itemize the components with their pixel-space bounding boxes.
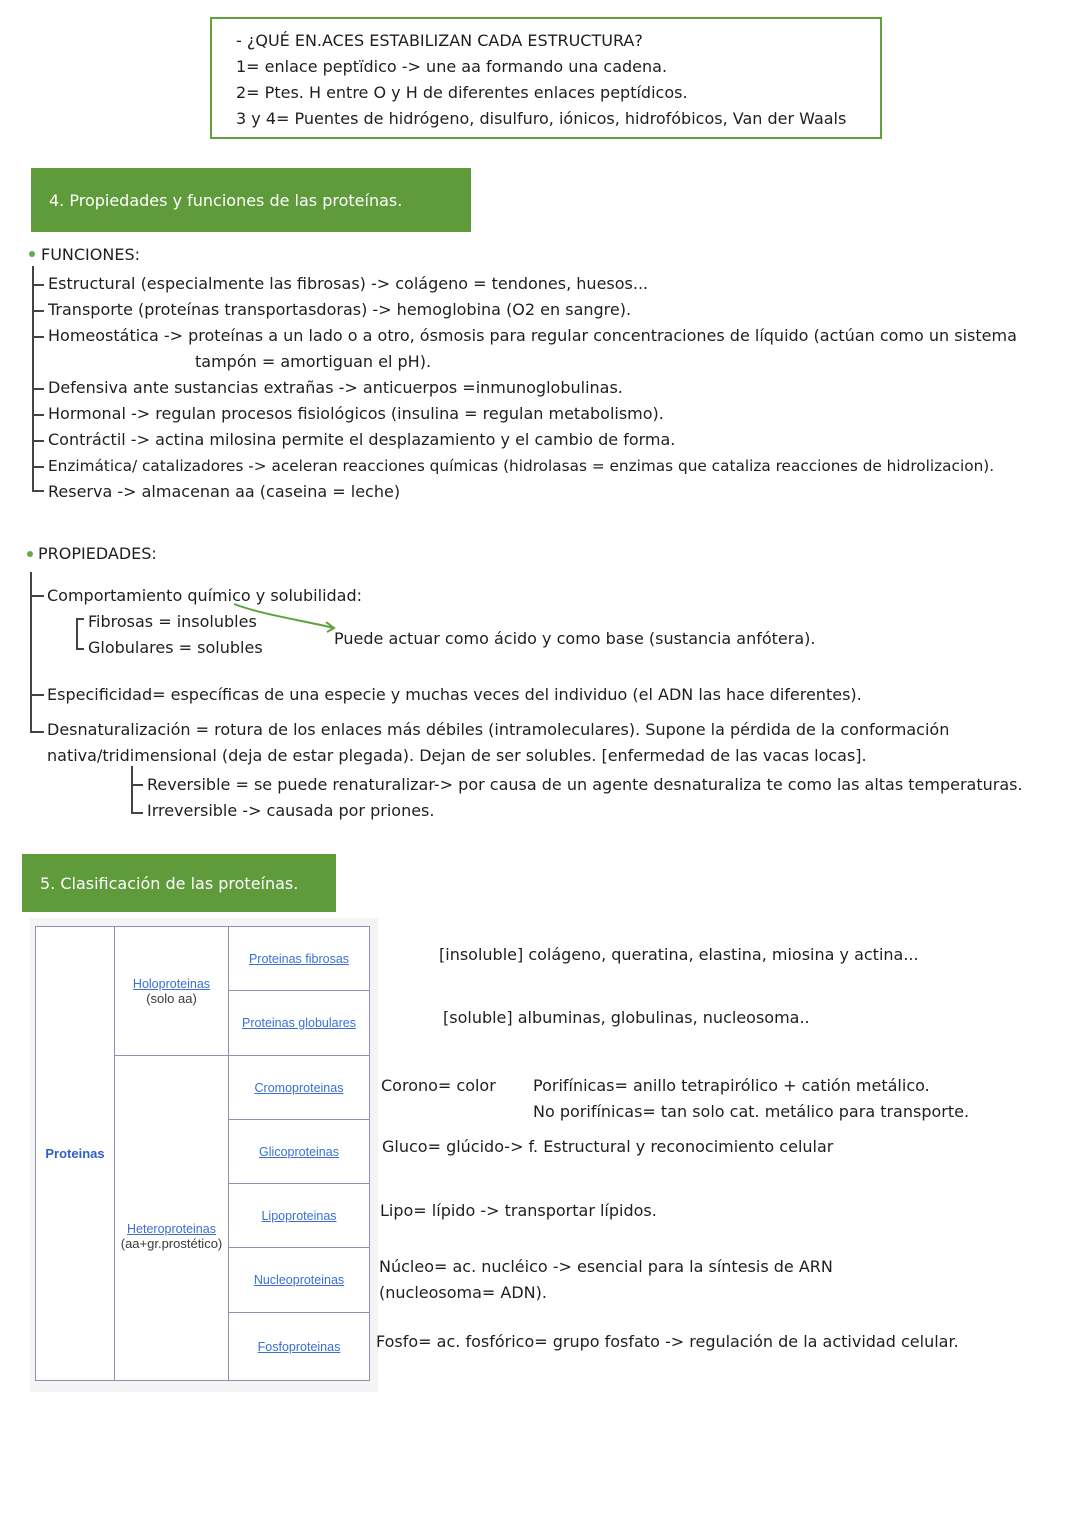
question-title: - ¿QUÉ EN.ACES ESTABILIZAN CADA ESTRUCTURA? <box>236 31 643 50</box>
fibrosas-cell <box>228 926 370 991</box>
tree-tick <box>30 595 44 597</box>
holoproteinas-cell <box>114 926 229 1056</box>
funcion-homeostatica: Homeostática -> proteínas a un lado o a otro, ósmosis para regular concentraciones de líquido (actúan como un sistema <box>48 326 1017 345</box>
cromoproteinas-link[interactable]: Cromoproteinas <box>254 1080 344 1095</box>
desc-fosfo: Fosfo= ac. fosfórico= grupo fosfato -> regulación de la actividad celular. <box>376 1332 959 1351</box>
tree-tick <box>131 784 143 786</box>
tree-tick <box>76 618 84 620</box>
funciones-heading: FUNCIONES: <box>41 245 140 264</box>
desnaturalizacion-2: nativa/tridimensional (deja de estar plegada). Dejan de ser solubles. [enfermedad de las vacas locas]. <box>47 746 867 765</box>
heteroproteinas-link[interactable]: Heteroproteinas <box>127 1221 216 1236</box>
section-5-header <box>22 854 336 912</box>
tree-tick <box>32 284 44 286</box>
table-root-label: Proteinas <box>45 1146 105 1161</box>
funcion-contractil: Contráctil -> actina milosina permite el desplazamiento y el cambio de forma. <box>48 430 676 449</box>
funcion-homeostatica-cont: tampón = amortiguan el pH). <box>195 352 432 371</box>
funcion-transporte: Transporte (proteínas transportasdoras) -> hemoglobina (O2 en sangre). <box>48 300 632 319</box>
glicoproteinas-link[interactable]: Glicoproteinas <box>259 1144 339 1159</box>
globulares-cell <box>228 990 370 1056</box>
table-root-cell <box>35 926 115 1381</box>
funcion-hormonal: Hormonal -> regulan procesos fisiológicos (insulina = regulan metabolismo). <box>48 404 664 423</box>
desc-lipo: Lipo= lípido -> transportar lípidos. <box>380 1201 657 1220</box>
tree-tick <box>32 466 44 468</box>
tree-tick <box>32 336 44 338</box>
desnaturalizacion-1: Desnaturalización = rotura de los enlaces más débiles (intramoleculares). Supone la pérdida de la conformación <box>47 720 950 739</box>
fibrosas-insolubles: Fibrosas = insolubles <box>88 612 257 631</box>
desc-fibrosas: [insoluble] colágeno, queratina, elastina, miosina y actina... <box>439 945 919 964</box>
glicoproteinas-cell <box>228 1119 370 1184</box>
tree-tick <box>76 648 84 650</box>
section-4-title: 4. Propiedades y funciones de las proteínas. <box>49 190 403 210</box>
desnat-tree-line <box>131 766 133 814</box>
holoproteinas-link[interactable]: Holoproteinas <box>132 976 211 991</box>
funcion-estructural: Estructural (especialmente las fibrosas) -> colágeno = tendones, huesos... <box>48 274 649 293</box>
anfotera-note: Puede actuar como ácido y como base (sustancia anfótera). <box>334 629 816 648</box>
section-5-title: 5. Clasificación de las proteínas. <box>40 873 299 893</box>
tree-tick <box>32 490 44 492</box>
fibrosas-link[interactable]: Proteinas fibrosas <box>248 951 350 966</box>
especificidad: Especificidad= específicas de una especie y muchas veces del individuo (el ADN las hace diferentes). <box>47 685 862 704</box>
tree-tick <box>32 414 44 416</box>
reversible: Reversible = se puede renaturalizar-> por causa de un agente desnaturaliza te como las altas temperaturas. <box>147 775 1023 794</box>
fosfoproteinas-cell <box>228 1312 370 1381</box>
tree-tick <box>30 694 44 696</box>
heteroproteinas-cell <box>114 1055 229 1381</box>
section-4-header <box>31 168 471 232</box>
cromoproteinas-cell <box>228 1055 370 1120</box>
funcion-defensiva: Defensiva ante sustancias extrañas -> anticuerpos =inmunoglobulinas. <box>48 378 623 397</box>
tree-tick <box>30 731 44 733</box>
desc-nucleo-a: Núcleo= ac. nucléico -> esencial para la síntesis de ARN <box>379 1257 833 1276</box>
desc-cromo-a: Corono= color <box>381 1076 496 1095</box>
desc-nucleo-b: (nucleosoma= ADN). <box>379 1283 547 1302</box>
question-box <box>210 17 882 139</box>
question-line-3: 3 y 4= Puentes de hidrógeno, disulfuro, iónicos, hidrofóbicos, Van der Waals <box>236 109 847 128</box>
desc-cromo-b: Porifínicas= anillo tetrapirólico + catión metálico. <box>533 1076 930 1095</box>
arrow-connector-icon <box>230 598 340 638</box>
desc-glico: Gluco= glúcido-> f. Estructural y reconocimiento celular <box>382 1137 834 1156</box>
solubilidad-bracket <box>76 618 78 648</box>
question-line-2: 2= Ptes. H entre O y H de diferentes enlaces peptídicos. <box>236 83 688 102</box>
irreversible: Irreversible -> causada por priones. <box>147 801 435 820</box>
funciones-tree-line <box>32 266 34 490</box>
question-line-1: 1= enlace peptïdico -> une aa formando una cadena. <box>236 57 668 76</box>
bullet-icon <box>27 551 33 557</box>
desc-globulares: [soluble] albuminas, globulinas, nucleosoma.. <box>443 1008 810 1027</box>
fosfoproteinas-link[interactable]: Fosfoproteinas <box>257 1339 341 1354</box>
nucleoproteinas-link[interactable]: Nucleoproteinas <box>253 1273 345 1287</box>
heteroproteinas-sub: (aa+gr.prostético) <box>120 1235 223 1251</box>
nucleoproteinas-cell <box>228 1247 370 1313</box>
globulares-solubles: Globulares = solubles <box>88 638 263 657</box>
funcion-reserva: Reserva -> almacenan aa (caseina = leche) <box>48 482 401 501</box>
tree-tick <box>131 812 143 814</box>
tree-tick <box>32 388 44 390</box>
lipoproteinas-link[interactable]: Lipoproteinas <box>261 1208 337 1223</box>
lipoproteinas-cell <box>228 1183 370 1248</box>
classification-table <box>30 918 378 1392</box>
tree-tick <box>32 310 44 312</box>
globulares-link[interactable]: Proteinas globulares <box>242 1016 356 1030</box>
desc-cromo-c: No porifínicas= tan solo cat. metálico para transporte. <box>533 1102 970 1121</box>
propiedades-heading: PROPIEDADES: <box>38 544 157 563</box>
funcion-enzimatica: Enzimática/ catalizadores -> aceleran reacciones químicas (hidrolasas = enzimas que cataliza reacciones de hidrolizacion). <box>48 457 995 475</box>
bullet-icon <box>29 251 35 257</box>
tree-tick <box>32 440 44 442</box>
holoproteinas-sub: (solo aa) <box>146 990 197 1006</box>
comportamiento-label: Comportamiento químico y solubilidad: <box>47 586 363 605</box>
